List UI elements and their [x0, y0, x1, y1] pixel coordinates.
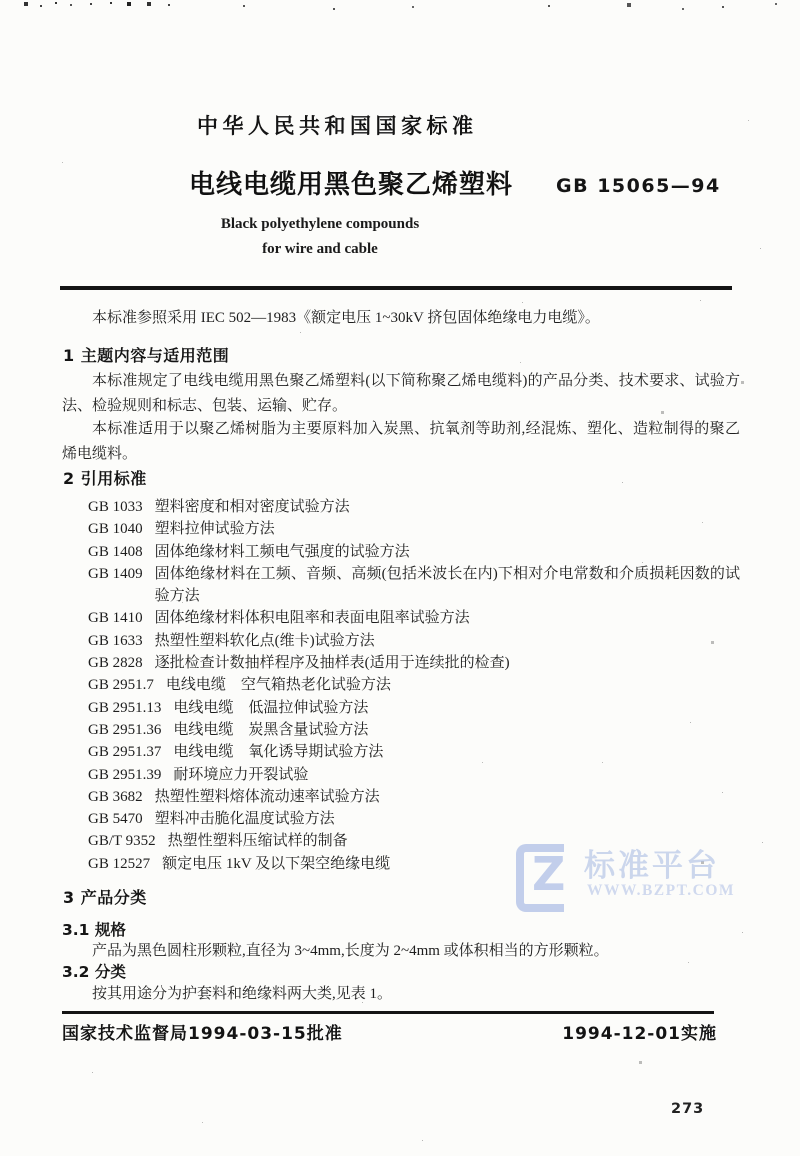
- section3-2-paragraph: 按其用途分为护套料和绝缘料两大类,见表 1。: [92, 986, 393, 1002]
- reference-title: 固体绝缘材料在工频、音频、高频(包括米波长在内)下相对介电常数和介质损耗因数的试验方法: [154, 565, 740, 605]
- reference-code: GB 12527: [88, 855, 151, 872]
- reference-code: GB 1408: [88, 543, 143, 560]
- document-title-en: [150, 212, 490, 262]
- reference-title: 电线电缆 低温拉伸试验方法: [173, 699, 369, 716]
- reference-row: [88, 808, 740, 830]
- reference-code: GB 1409: [88, 565, 143, 582]
- implementation-date: 1994-12-01实施: [562, 1024, 717, 1044]
- reference-row: [88, 674, 740, 696]
- reference-row: [88, 563, 740, 608]
- reference-title: 电线电缆 氧化诱导期试验方法: [173, 744, 384, 761]
- reference-title: 热塑性塑料软化点(维卡)试验方法: [154, 632, 375, 649]
- reference-title: 逐批检查计数抽样程序及抽样表(适用于连续批的检查): [154, 655, 510, 672]
- reference-row: [88, 786, 740, 808]
- reference-row: [88, 541, 740, 563]
- reference-row: [88, 630, 740, 652]
- reference-list: [88, 496, 740, 875]
- footer-divider: [62, 1011, 714, 1014]
- reference-title: 电线电缆 炭黑含量试验方法: [173, 721, 369, 738]
- reference-row: [88, 719, 740, 741]
- reference-row: [88, 496, 740, 518]
- reference-title: 额定电压 1kV 及以下架空绝缘电缆: [162, 855, 391, 872]
- reference-code: GB 2951.39: [88, 766, 162, 783]
- reference-code: GB 2828: [88, 655, 143, 672]
- reference-code: GB 2951.36: [88, 721, 162, 738]
- reference-code: GB 2951.13: [88, 699, 162, 716]
- reference-code: GB/T 9352: [88, 833, 156, 850]
- reference-title: 固体绝缘材料工频电气强度的试验方法: [154, 543, 410, 560]
- reference-code: GB 2951.37: [88, 744, 162, 761]
- title-en-line1: Black polyethylene compounds: [220, 216, 420, 232]
- reference-code: GB 1033: [88, 499, 143, 515]
- reference-title: 塑料冲击脆化温度试验方法: [154, 811, 335, 828]
- reference-row: [88, 764, 740, 786]
- section1-paragraph1: 本标准规定了电线电缆用黑色聚乙烯塑料(以下简称聚乙烯电缆料)的产品分类、技术要求、试验方法、检验规则和标志、包装、运输、贮存。: [62, 373, 740, 414]
- section3-1-paragraph: 产品为黑色圆柱形颗粒,直径为 3~4mm,长度为 2~4mm 或体积相当的方形颗粒。: [92, 943, 609, 959]
- section1-paragraph2: 本标准适用于以聚乙烯树脂为主要原料加入炭黑、抗氧剂等助剂,经混炼、塑化、造粒制得的聚乙烯电缆料。: [62, 421, 740, 462]
- scan-noise-speckles: [0, 0, 1, 1]
- standard-number: GB 15065—94: [556, 175, 721, 197]
- reference-title: 塑料密度和相对密度试验方法: [154, 499, 350, 515]
- reference-row: [88, 697, 740, 719]
- reference-title: 热塑性塑料熔体流动速率试验方法: [154, 788, 380, 805]
- reference-code: GB 3682: [88, 788, 143, 805]
- reference-title: 电线电缆 空气箱热老化试验方法: [165, 677, 391, 694]
- reference-title: 固体绝缘材料体积电阻率和表面电阻率试验方法: [154, 610, 470, 627]
- reference-row: [88, 518, 740, 540]
- page-number: 273: [671, 1101, 705, 1117]
- section2-heading: 2 引用标准: [63, 469, 147, 488]
- document-title-zh: 电线电缆用黑色聚乙烯塑料: [189, 170, 514, 200]
- watermark-name: 标准平台: [584, 848, 720, 884]
- reference-title: 塑料拉伸试验方法: [154, 521, 275, 538]
- section3-heading: 3 产品分类: [63, 888, 147, 907]
- reference-title: 耐环境应力开裂试验: [173, 766, 309, 783]
- section1-heading: 1 主题内容与适用范围: [63, 346, 230, 365]
- reference-row: [88, 741, 740, 763]
- header-divider: [60, 286, 732, 290]
- reference-code: GB 1633: [88, 632, 143, 649]
- section3-2-heading: 3.2 分类: [62, 963, 126, 981]
- intro-paragraph: 本标准参照采用 IEC 502—1983《额定电压 1~30kV 挤包固体绝缘电力电缆》。: [92, 310, 600, 326]
- reference-title: 热塑性塑料压缩试样的制备: [167, 833, 348, 850]
- reference-code: GB 2951.7: [88, 677, 154, 694]
- standard-type-heading: 中华人民共和国国家标准: [197, 114, 478, 138]
- reference-code: GB 1410: [88, 610, 143, 627]
- reference-row: [88, 607, 740, 629]
- reference-code: GB 5470: [88, 811, 143, 828]
- watermark-logo-icon: [516, 844, 574, 904]
- reference-code: GB 1040: [88, 521, 143, 538]
- watermark-url: WWW.BZPT.COM: [587, 882, 736, 899]
- reference-row: [88, 652, 740, 674]
- title-en-line2: for wire and cable: [262, 241, 378, 257]
- section3-1-heading: 3.1 规格: [62, 921, 126, 939]
- footer: [62, 1019, 717, 1044]
- watermark-letter: Z: [532, 847, 566, 901]
- approval-date: 国家技术监督局1994-03-15批准: [62, 1024, 343, 1044]
